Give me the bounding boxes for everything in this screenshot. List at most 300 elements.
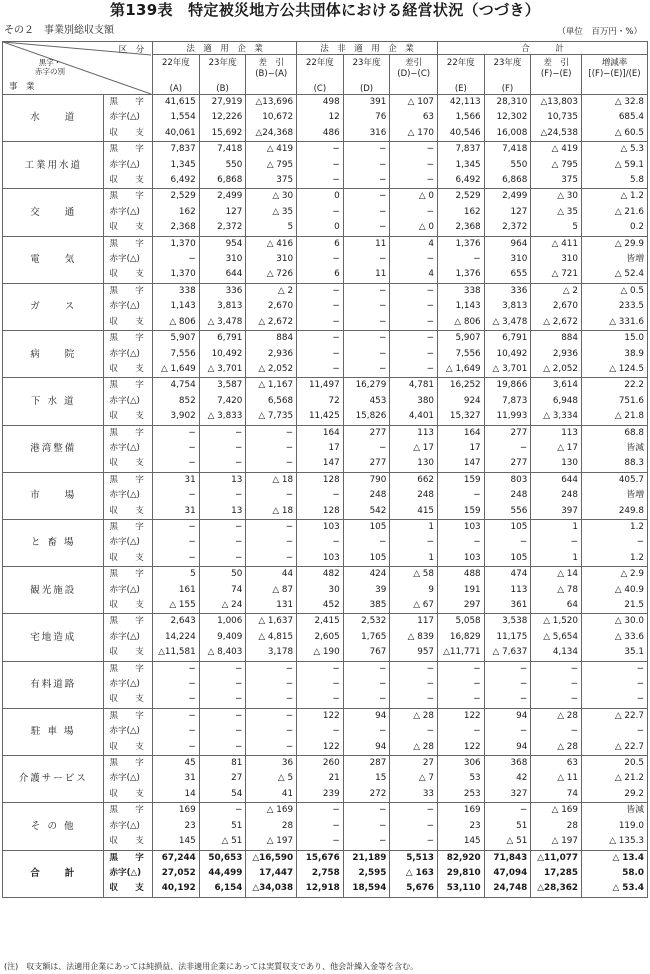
table-cell: −	[153, 456, 200, 472]
table-cell: −	[297, 299, 344, 314]
table-cell: △ 416	[246, 236, 297, 252]
table-cell: 248	[531, 488, 582, 503]
table-cell: 11,425	[297, 409, 344, 425]
table-cell: 105	[484, 551, 531, 567]
table-cell: −	[390, 142, 438, 158]
table-cell: −	[343, 347, 390, 362]
table-cell: 74	[199, 583, 246, 598]
table-cell: −	[153, 535, 200, 550]
row-type-label: 赤字(△)	[104, 771, 153, 786]
table-cell: 277	[484, 425, 531, 441]
table-cell: 277	[484, 456, 531, 472]
table-cell: 38.9	[582, 347, 648, 362]
table-cell: 486	[297, 126, 344, 142]
table-cell: −	[438, 692, 485, 708]
table-cell: 2,499	[199, 189, 246, 205]
table-cell: 6,948	[531, 394, 582, 409]
table-cell: 2,372	[484, 220, 531, 236]
table-cell: △ 3,833	[199, 409, 246, 425]
table-cell: 103	[438, 551, 485, 567]
table-cell: −	[484, 661, 531, 677]
table-cell: 159	[438, 472, 485, 488]
table-cell: −	[484, 692, 531, 708]
table-cell: 685.4	[582, 110, 648, 125]
table-cell: 20.5	[582, 756, 648, 772]
table-cell: −	[153, 519, 200, 535]
table-cell: △ 155	[153, 598, 200, 614]
table-cell: △ 2.9	[582, 567, 648, 583]
table-cell: 7,556	[438, 347, 485, 362]
table-cell: △ 18	[246, 472, 297, 488]
table-cell: −	[390, 205, 438, 220]
table-cell: 21	[297, 771, 344, 786]
table-cell: −	[343, 362, 390, 378]
table-cell: −	[246, 661, 297, 677]
table-cell: 40,546	[438, 126, 485, 142]
table-cell: △ 2	[246, 283, 297, 299]
table-cell: △ 28	[390, 708, 438, 724]
table-cell: 1,566	[438, 110, 485, 125]
table-cell: 9	[390, 583, 438, 598]
table-cell: −	[438, 724, 485, 739]
table-cell: −	[199, 519, 246, 535]
table-cell: △ 60.5	[582, 126, 648, 142]
table-cell: 405.7	[582, 472, 648, 488]
table-cell: 11	[343, 236, 390, 252]
table-cell: −	[246, 692, 297, 708]
table-cell: 964	[484, 236, 531, 252]
table-cell: −	[297, 362, 344, 378]
table-cell: −	[390, 834, 438, 850]
table-cell: 27,052	[153, 866, 200, 881]
table-cell: 128	[297, 472, 344, 488]
table-cell: 15	[343, 771, 390, 786]
table-cell: −	[343, 205, 390, 220]
table-cell: 12	[297, 110, 344, 125]
table-cell: 64	[531, 598, 582, 614]
business-name: 病 院	[3, 331, 104, 378]
table-cell: 2,595	[343, 866, 390, 881]
table-cell: −	[390, 283, 438, 299]
table-cell: 5,907	[153, 331, 200, 347]
table-cell: 117	[390, 614, 438, 630]
col-diff-ba: 差 引	[246, 55, 297, 69]
table-cell: −	[297, 677, 344, 692]
table-cell: 6,492	[438, 173, 485, 189]
table-cell: 336	[484, 283, 531, 299]
table-cell: 253	[438, 787, 485, 803]
table-cell: 803	[484, 472, 531, 488]
table-cell: −	[390, 347, 438, 362]
sub-e: (E)	[438, 69, 485, 94]
table-cell: 3,178	[246, 645, 297, 661]
table-row	[3, 756, 648, 772]
table-cell: △ 795	[246, 158, 297, 173]
table-cell: 147	[297, 456, 344, 472]
table-cell: −	[153, 740, 200, 756]
table-cell: −	[390, 661, 438, 677]
table-cell: 53,110	[438, 881, 485, 897]
table-cell: 103	[297, 551, 344, 567]
table-cell: △ 169	[531, 803, 582, 819]
table-cell: 6,154	[199, 881, 246, 897]
table-cell: 35.1	[582, 645, 648, 661]
table-cell: −	[199, 551, 246, 567]
table-cell: 310	[246, 252, 297, 267]
business-name: 観光施設	[3, 567, 104, 614]
table-cell: △ 32.8	[582, 95, 648, 111]
table-cell: 4	[390, 236, 438, 252]
row-type-label: 赤字(△)	[104, 583, 153, 598]
table-cell: −	[390, 803, 438, 819]
table-cell: △ 411	[531, 236, 582, 252]
table-cell: △ 7	[390, 771, 438, 786]
business-name: 介護サービス	[3, 756, 104, 803]
table-cell: −	[246, 488, 297, 503]
row-type-label: 収 支	[104, 220, 153, 236]
table-cell: 28	[246, 819, 297, 834]
col-h23-b: 23年度	[199, 55, 246, 69]
table-cell: 122	[297, 708, 344, 724]
table-cell: 424	[343, 567, 390, 583]
table-cell: 17,447	[246, 866, 297, 881]
sub-f: (F)	[484, 69, 531, 94]
table-row	[3, 803, 648, 819]
table-cell: 58.0	[582, 866, 648, 881]
table-cell: 27	[390, 756, 438, 772]
table-cell: 191	[438, 583, 485, 598]
table-cell: 28	[531, 819, 582, 834]
table-cell: 53	[438, 771, 485, 786]
table-cell: 6,492	[153, 173, 200, 189]
table-cell: −	[343, 692, 390, 708]
table-cell: −	[343, 220, 390, 236]
table-cell: 380	[390, 394, 438, 409]
table-cell: 310	[484, 252, 531, 267]
table-cell: 15,676	[297, 850, 344, 866]
table-cell: △ 1,637	[246, 614, 297, 630]
table-cell: 22.2	[582, 378, 648, 394]
table-cell: 145	[153, 834, 200, 850]
table-cell: −	[297, 331, 344, 347]
header-hoteki: 法 適 用 企 業	[153, 42, 297, 55]
table-cell: 954	[199, 236, 246, 252]
table-cell: 13	[199, 472, 246, 488]
table-cell: −	[297, 283, 344, 299]
table-cell: 248	[390, 488, 438, 503]
table-cell: −	[246, 425, 297, 441]
table-cell: 15,826	[343, 409, 390, 425]
table-cell: 5	[153, 567, 200, 583]
table-cell: △ 2,052	[531, 362, 582, 378]
table-cell: −	[246, 519, 297, 535]
table-cell: △ 806	[153, 315, 200, 331]
table-cell: △ 33.6	[582, 630, 648, 645]
table-cell: 7,873	[484, 394, 531, 409]
table-cell: 42	[484, 771, 531, 786]
table-cell: 122	[297, 740, 344, 756]
row-type-label: 黒 字	[104, 567, 153, 583]
row-type-label: 黒 字	[104, 472, 153, 488]
table-cell: 1,370	[153, 236, 200, 252]
table-cell: 1,345	[153, 158, 200, 173]
col-h23-d: 23年度	[343, 55, 390, 69]
business-name: 交 通	[3, 189, 104, 236]
table-cell: 131	[246, 598, 297, 614]
table-row	[3, 236, 648, 252]
table-cell: −	[390, 362, 438, 378]
table-cell: 1.2	[582, 519, 648, 535]
row-type-label: 収 支	[104, 173, 153, 189]
table-cell: △ 1,649	[153, 362, 200, 378]
table-cell: △ 2,672	[246, 315, 297, 331]
table-cell: −	[199, 724, 246, 739]
table-cell: −	[199, 692, 246, 708]
table-cell: 29.2	[582, 787, 648, 803]
table-cell: 63	[531, 756, 582, 772]
table-cell: −	[390, 173, 438, 189]
row-type-label: 収 支	[104, 362, 153, 378]
table-cell: △ 21.8	[582, 409, 648, 425]
table-cell: 2,368	[153, 220, 200, 236]
table-cell: 7,837	[438, 142, 485, 158]
table-cell: △ 726	[246, 267, 297, 283]
table-cell: 0	[297, 189, 344, 205]
table-cell: 556	[484, 504, 531, 520]
table-cell: 40,192	[153, 881, 200, 897]
table-cell: △ 0.5	[582, 283, 648, 299]
table-cell: 29,810	[438, 866, 485, 881]
table-cell: △ 3,478	[484, 315, 531, 331]
table-cell: 11,175	[484, 630, 531, 645]
table-row	[3, 614, 648, 630]
row-type-label: 赤字(△)	[104, 724, 153, 739]
row-type-label: 赤字(△)	[104, 677, 153, 692]
table-cell: −	[297, 535, 344, 550]
table-cell: △ 78	[531, 583, 582, 598]
table-cell: −	[438, 677, 485, 692]
table-cell: −	[199, 441, 246, 456]
table-cell: −	[297, 724, 344, 739]
table-cell: △13,803	[531, 95, 582, 111]
table-cell: −	[484, 441, 531, 456]
table-cell: 1,143	[153, 299, 200, 314]
table-cell: 310	[531, 252, 582, 267]
table-cell: −	[343, 834, 390, 850]
table-cell: △ 0	[390, 220, 438, 236]
footnote: (注) 収支額は、法適用企業にあっては純損益、法非適用企業にあっては実質収支であり、他会計繰入金等を含む。	[4, 962, 419, 971]
table-cell: 39	[343, 583, 390, 598]
table-cell: −	[153, 425, 200, 441]
table-cell: △13,696	[246, 95, 297, 111]
table-cell: 145	[438, 834, 485, 850]
table-cell: 45	[153, 756, 200, 772]
table-cell: 7,837	[153, 142, 200, 158]
table-cell: △ 1.2	[582, 189, 648, 205]
table-cell: 2,758	[297, 866, 344, 881]
table-cell: 51	[199, 819, 246, 834]
business-name: そ の 他	[3, 803, 104, 850]
table-cell: 884	[531, 331, 582, 347]
table-cell: −	[582, 724, 648, 739]
table-cell: △28,362	[531, 881, 582, 897]
row-type-label: 収 支	[104, 740, 153, 756]
table-cell: 1	[390, 519, 438, 535]
table-cell: 385	[343, 598, 390, 614]
table-cell: △ 28	[531, 708, 582, 724]
table-cell: 皆増	[582, 488, 648, 503]
table-cell: △ 806	[438, 315, 485, 331]
table-cell: 0.2	[582, 220, 648, 236]
table-cell: 162	[438, 205, 485, 220]
table-cell: 248	[484, 488, 531, 503]
business-name: 港湾整備	[3, 425, 104, 472]
table-cell: △ 5	[246, 771, 297, 786]
table-cell: 375	[246, 173, 297, 189]
table-cell: 63	[390, 110, 438, 125]
table-cell: △ 30.0	[582, 614, 648, 630]
table-cell: 17	[438, 441, 485, 456]
table-cell: −	[246, 708, 297, 724]
table-cell: 1,376	[438, 236, 485, 252]
row-type-label: 赤字(△)	[104, 252, 153, 267]
table-cell: △ 721	[531, 267, 582, 283]
table-cell: 50,653	[199, 850, 246, 866]
table-row	[3, 331, 648, 347]
col-h22-e: 22年度	[438, 55, 485, 69]
table-cell: 67,244	[153, 850, 200, 866]
table-cell: 18,594	[343, 881, 390, 897]
row-type-label: 黒 字	[104, 519, 153, 535]
business-balance-table	[2, 41, 648, 898]
table-cell: −	[297, 315, 344, 331]
table-cell: 790	[343, 472, 390, 488]
table-cell: △16,590	[246, 850, 297, 866]
table-cell: −	[343, 677, 390, 692]
table-cell: 0	[297, 220, 344, 236]
table-cell: 2,372	[199, 220, 246, 236]
table-cell: −	[199, 708, 246, 724]
table-cell: △ 3,478	[199, 315, 246, 331]
table-cell: △ 17	[531, 441, 582, 456]
table-cell: −	[531, 692, 582, 708]
col-diff-fe: 差 引	[531, 55, 582, 69]
business-name: 電 気	[3, 236, 104, 283]
table-cell: 1.2	[582, 551, 648, 567]
table-cell: 31	[153, 771, 200, 786]
table-cell: 361	[484, 598, 531, 614]
business-name: ガ ス	[3, 283, 104, 330]
table-cell: 15.0	[582, 331, 648, 347]
table-cell: 113	[390, 425, 438, 441]
table-cell: 15,327	[438, 409, 485, 425]
table-cell: −	[390, 724, 438, 739]
table-cell: −	[297, 488, 344, 503]
table-cell: 3,538	[484, 614, 531, 630]
table-cell: △ 2,052	[246, 362, 297, 378]
table-cell: △ 5,654	[531, 630, 582, 645]
table-cell: −	[153, 677, 200, 692]
table-cell: 12,226	[199, 110, 246, 125]
table-cell: 41,615	[153, 95, 200, 111]
table-cell: 16,279	[343, 378, 390, 394]
table-cell: 2,415	[297, 614, 344, 630]
business-name: 水 道	[3, 95, 104, 142]
table-cell: 103	[438, 519, 485, 535]
table-cell: 751.6	[582, 394, 648, 409]
table-row	[3, 95, 648, 111]
row-type-label: 黒 字	[104, 378, 153, 394]
table-cell: 1	[531, 519, 582, 535]
table-cell: −	[438, 488, 485, 503]
table-cell: 16,829	[438, 630, 485, 645]
table-cell: −	[153, 724, 200, 739]
table-cell: −	[390, 819, 438, 834]
table-cell: △11,771	[438, 645, 485, 661]
table-cell: △ 197	[531, 834, 582, 850]
table-cell: 68.8	[582, 425, 648, 441]
table-cell: −	[153, 661, 200, 677]
table-cell: 6,568	[246, 394, 297, 409]
table-cell: −	[390, 677, 438, 692]
row-type-label: 収 支	[104, 504, 153, 520]
table-cell: △ 135.3	[582, 834, 648, 850]
table-cell: −	[343, 803, 390, 819]
table-cell: 7,418	[484, 142, 531, 158]
table-cell: 249.8	[582, 504, 648, 520]
table-cell: 2,529	[438, 189, 485, 205]
table-cell: 12,918	[297, 881, 344, 897]
table-cell: 76	[343, 110, 390, 125]
row-type-label: 赤字(△)	[104, 488, 153, 503]
table-cell: 16,008	[484, 126, 531, 142]
table-row	[3, 567, 648, 583]
table-cell: 103	[297, 519, 344, 535]
row-type-label: 黒 字	[104, 803, 153, 819]
table-row	[3, 661, 648, 677]
table-cell: −	[343, 173, 390, 189]
page-title: 第139表 特定被災地方公共団体における経営状況（つづき）	[109, 1, 540, 19]
table-cell: −	[531, 677, 582, 692]
table-cell: 31	[153, 472, 200, 488]
table-cell: △ 839	[390, 630, 438, 645]
table-cell: −	[438, 661, 485, 677]
table-cell: 30	[297, 583, 344, 598]
table-cell: 1,554	[153, 110, 200, 125]
table-cell: 2,670	[531, 299, 582, 314]
table-cell: 94	[343, 708, 390, 724]
table-row	[3, 283, 648, 299]
table-cell: △ 24	[199, 598, 246, 614]
table-cell: 287	[343, 756, 390, 772]
row-type-label: 黒 字	[104, 708, 153, 724]
table-cell: 44	[246, 567, 297, 583]
table-cell: 239	[297, 787, 344, 803]
table-cell: △ 0	[390, 189, 438, 205]
table-cell: −	[297, 692, 344, 708]
table-cell: −	[531, 661, 582, 677]
row-type-label: 赤字(△)	[104, 630, 153, 645]
table-cell: 81	[199, 756, 246, 772]
table-cell: 338	[153, 283, 200, 299]
table-cell: −	[153, 441, 200, 456]
col-h22-a: 22年度	[153, 55, 200, 69]
table-cell: △ 29.9	[582, 236, 648, 252]
table-cell: −	[153, 692, 200, 708]
table-cell: −	[390, 158, 438, 173]
table-cell: 42,113	[438, 95, 485, 111]
sub-c: (C)	[297, 69, 344, 94]
